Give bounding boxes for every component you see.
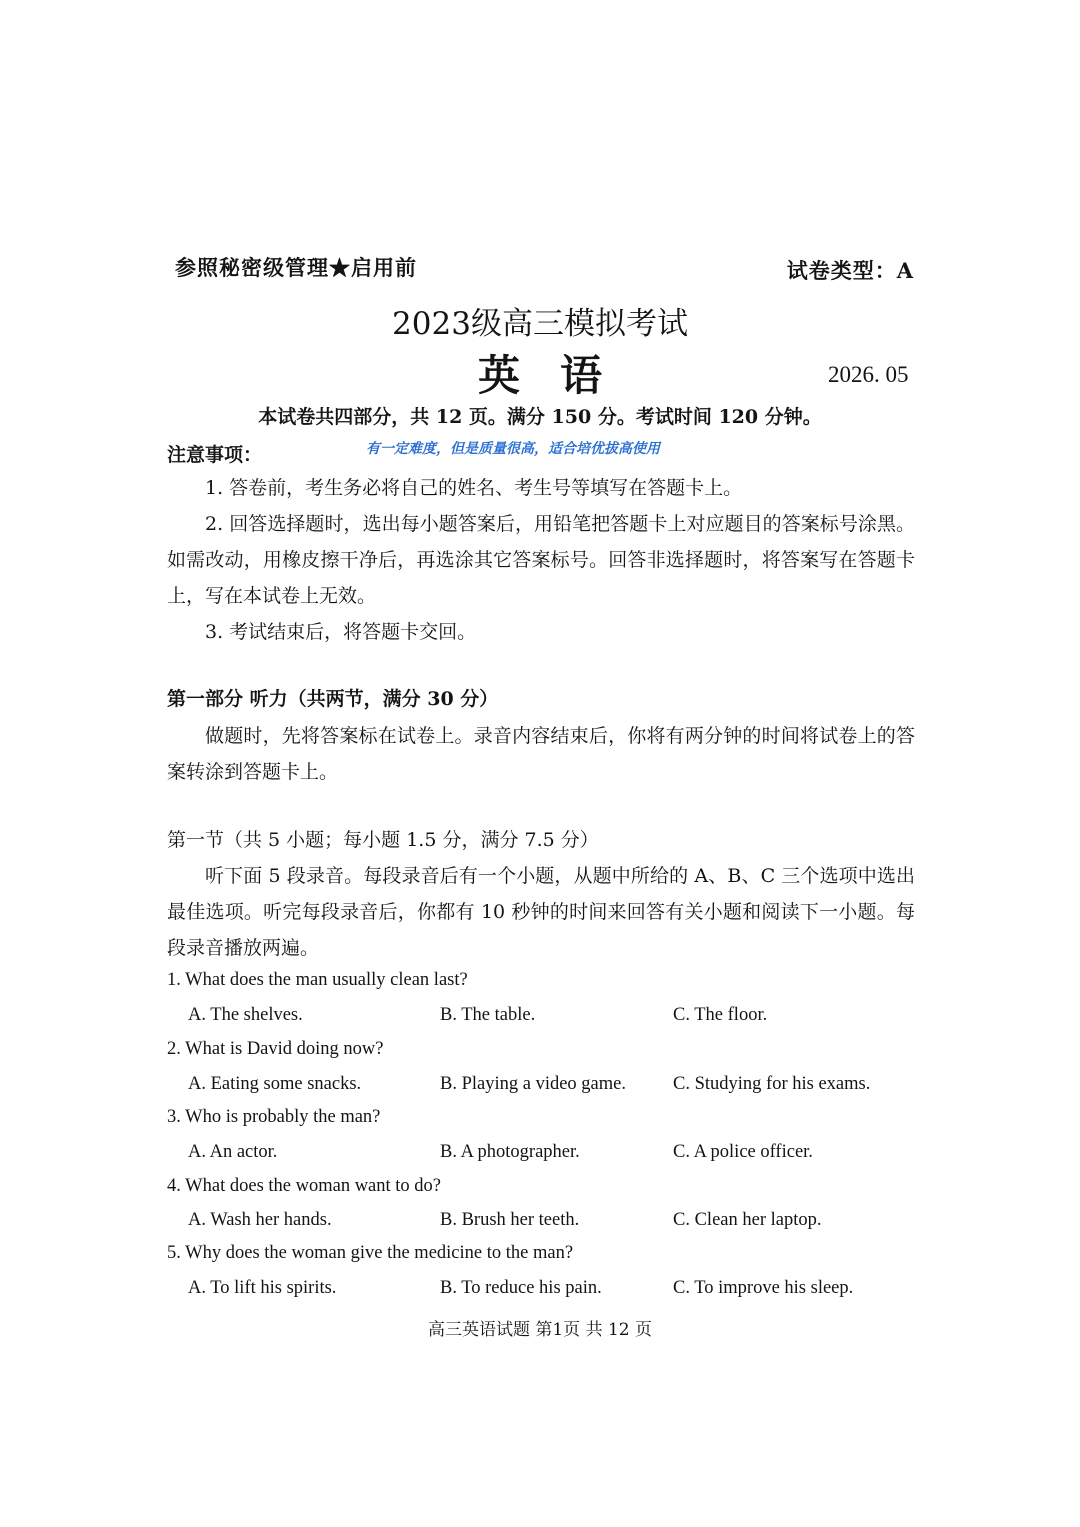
question-stem: 3. Who is probably the man? bbox=[167, 1107, 381, 1127]
section1-heading: 第一节（共 5 小题；每小题 1.5 分，满分 7.5 分） bbox=[167, 829, 599, 851]
option-a: A. To lift his spirits. bbox=[188, 1278, 337, 1298]
option-b: B. Brush her teeth. bbox=[440, 1210, 580, 1230]
option-a: A. Wash her hands. bbox=[188, 1210, 332, 1230]
option-b: B. A photographer. bbox=[440, 1142, 580, 1162]
question-stem: 4. What does the woman want to do? bbox=[167, 1176, 442, 1196]
option-a: A. Eating some snacks. bbox=[188, 1074, 362, 1094]
confidential-label: 参照秘密级管理★启用前 bbox=[175, 255, 417, 280]
option-c: C. To improve his sleep. bbox=[673, 1278, 854, 1298]
part1-heading: 第一部分 听力（共两节，满分 30 分） bbox=[167, 688, 499, 710]
exam-title: 2023级高三模拟考试 bbox=[392, 306, 688, 342]
note-item: 1. 答卷前，考生务必将自己的姓名、考生号等填写在答题卡上。 bbox=[205, 477, 743, 499]
exam-date: 2026. 05 bbox=[828, 362, 909, 387]
option-b: B. To reduce his pain. bbox=[440, 1278, 602, 1298]
page-footer: 高三英语试题 第1页 共 12 页 bbox=[427, 1320, 653, 1340]
option-c: C. Studying for his exams. bbox=[673, 1074, 871, 1094]
option-a: A. The shelves. bbox=[188, 1005, 303, 1025]
option-b: B. Playing a video game. bbox=[440, 1074, 626, 1094]
option-c: C. Clean her laptop. bbox=[673, 1210, 822, 1230]
part1-instruction: 做题时，先将答案标在试卷上。录音内容结束后，你将有两分钟的时间将试卷上的答案转涂到答题卡上。 bbox=[167, 725, 915, 783]
note-item: 2. 回答选择题时，选出每小题答案后，用铅笔把答题卡上对应题目的答案标号涂黑。如需改动，用橡皮擦干净后，再选涂其它答案标号。回答非选择题时，将答案写在答题卡上，写在本试卷上无效。 bbox=[167, 513, 915, 607]
option-c: C. The floor. bbox=[673, 1005, 768, 1025]
notes-heading: 注意事项： bbox=[167, 444, 263, 466]
section1-instruction: 听下面 5 段录音。每段录音后有一个小题，从题中所给的 A、B、C 三个选项中选出最佳选项。听完每段录音后，你都有 10 秒钟的时间来回答有关小题和阅读下一小题。每段录音播放两遍。 bbox=[167, 865, 915, 959]
option-a: A. An actor. bbox=[188, 1142, 278, 1162]
question-stem: 1. What does the man usually clean last? bbox=[167, 970, 468, 990]
option-c: C. A police officer. bbox=[673, 1142, 813, 1162]
subject-title: 英语 bbox=[477, 351, 642, 400]
exam-info: 本试卷共四部分，共 12 页。满分 150 分。考试时间 120 分钟。 bbox=[258, 406, 822, 428]
note-item: 3. 考试结束后，将答题卡交回。 bbox=[205, 621, 477, 643]
option-b: B. The table. bbox=[440, 1005, 536, 1025]
question-stem: 5. Why does the woman give the medicine to the man? bbox=[167, 1243, 574, 1263]
question-stem: 2. What is David doing now? bbox=[167, 1039, 384, 1059]
watermark-note: 有一定难度，但是质量很高，适合培优拔高使用 bbox=[366, 441, 660, 457]
paper-type-label: 试卷类型：A bbox=[786, 258, 914, 283]
